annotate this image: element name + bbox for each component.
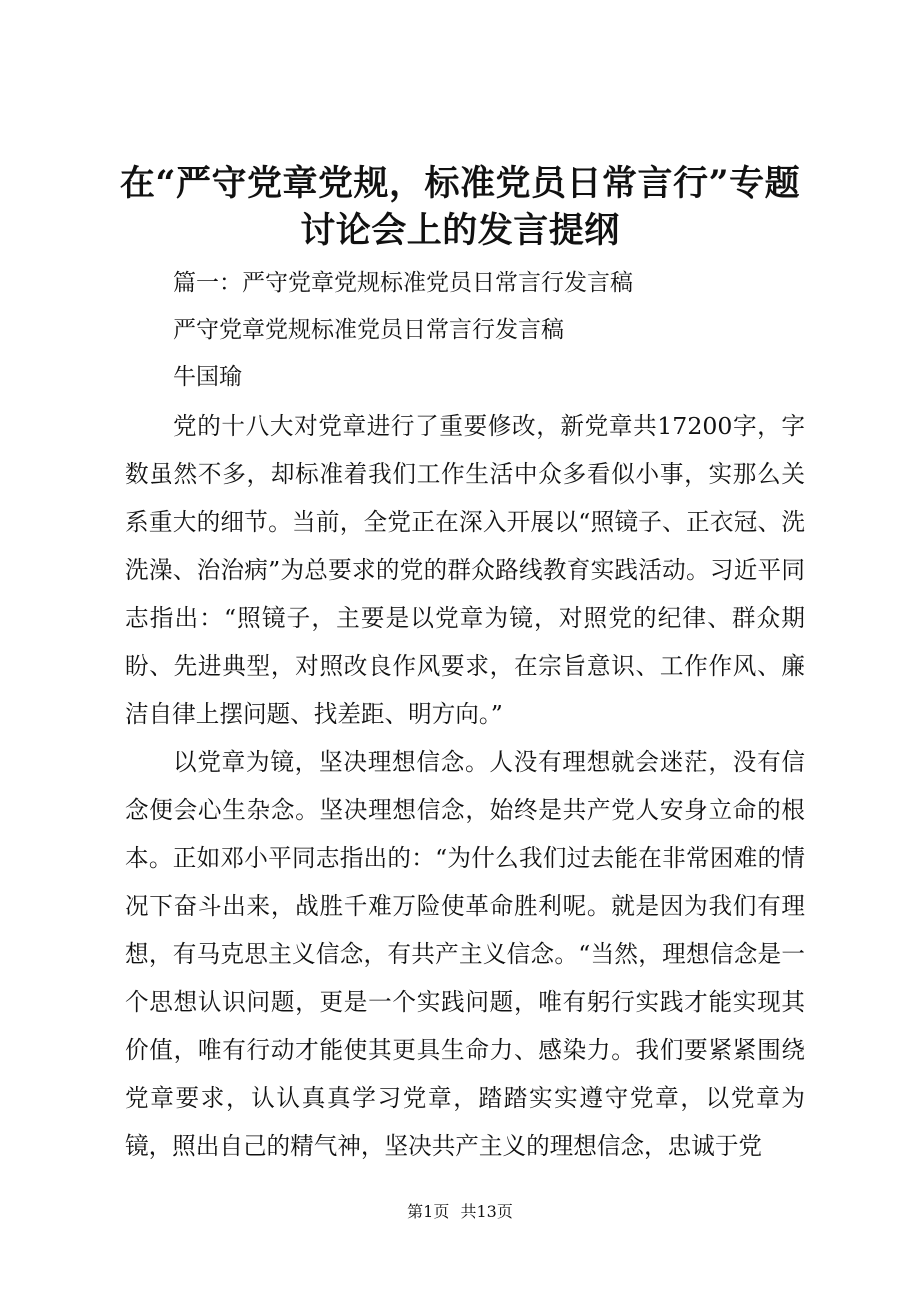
body-paragraph: 党的十八大对党章进行了重要修改，新党章共17200字，字数虽然不多，却标准着我们工作生活中众多看似小事，实那么关系重大的细节。当前，全党正在深入开展以“照镜子、正衣冠、洗洗澡、治治病”为总要求的党的群众路线教育实践活动。习近平同志指出：“照镜子，主要是以党章为镜，对照党的纪律、群众期盼、先进典型，对照改良作风要求，在宗旨意识、工作作风、廉洁自律上摆问题、找差距、明方向。” — [125, 412, 805, 728]
page-total: 共13页 — [460, 1202, 513, 1221]
title-line-2: 讨论会上的发言提纲 — [300, 210, 620, 251]
document-body — [125, 402, 805, 1170]
author-name: 牛国瑜 — [173, 364, 242, 390]
body-paragraph: 以党章为镜，坚决理想信念。人没有理想就会迷茫，没有信念便会心生杂念。坚决理想信念，始终是共产党人安身立命的根本。正如邓小平同志指出的：“为什么我们过去能在非常困难的情况下奋斗出来，战胜千难万险使革命胜利呢。就是因为我们有理想，有马克思主义信念，有共产主义信念。“当然，理想信念是一个思想认识问题，更是一个实践问题，唯有躬行实践才能实现其价值，唯有行动才能使其更具生命力、感染力。我们要紧紧围绕党章要求，认认真真学习党章，踏踏实实遵守党章，以党章为镜，照出自己的精气神，坚决共产主义的理想信念，忠诚于党 — [125, 748, 805, 1160]
section-heading: 严守党章党规标准党员日常言行发言稿 — [173, 317, 564, 343]
document-title — [110, 160, 810, 254]
page-footer — [0, 1202, 920, 1222]
page-number: 第1页 — [407, 1202, 450, 1221]
title-line-1: 在“严守党章党规，标准党员日常言行”专题 — [119, 163, 801, 204]
chapter-heading: 篇一：严守党章党规标准党员日常言行发言稿 — [173, 270, 633, 296]
